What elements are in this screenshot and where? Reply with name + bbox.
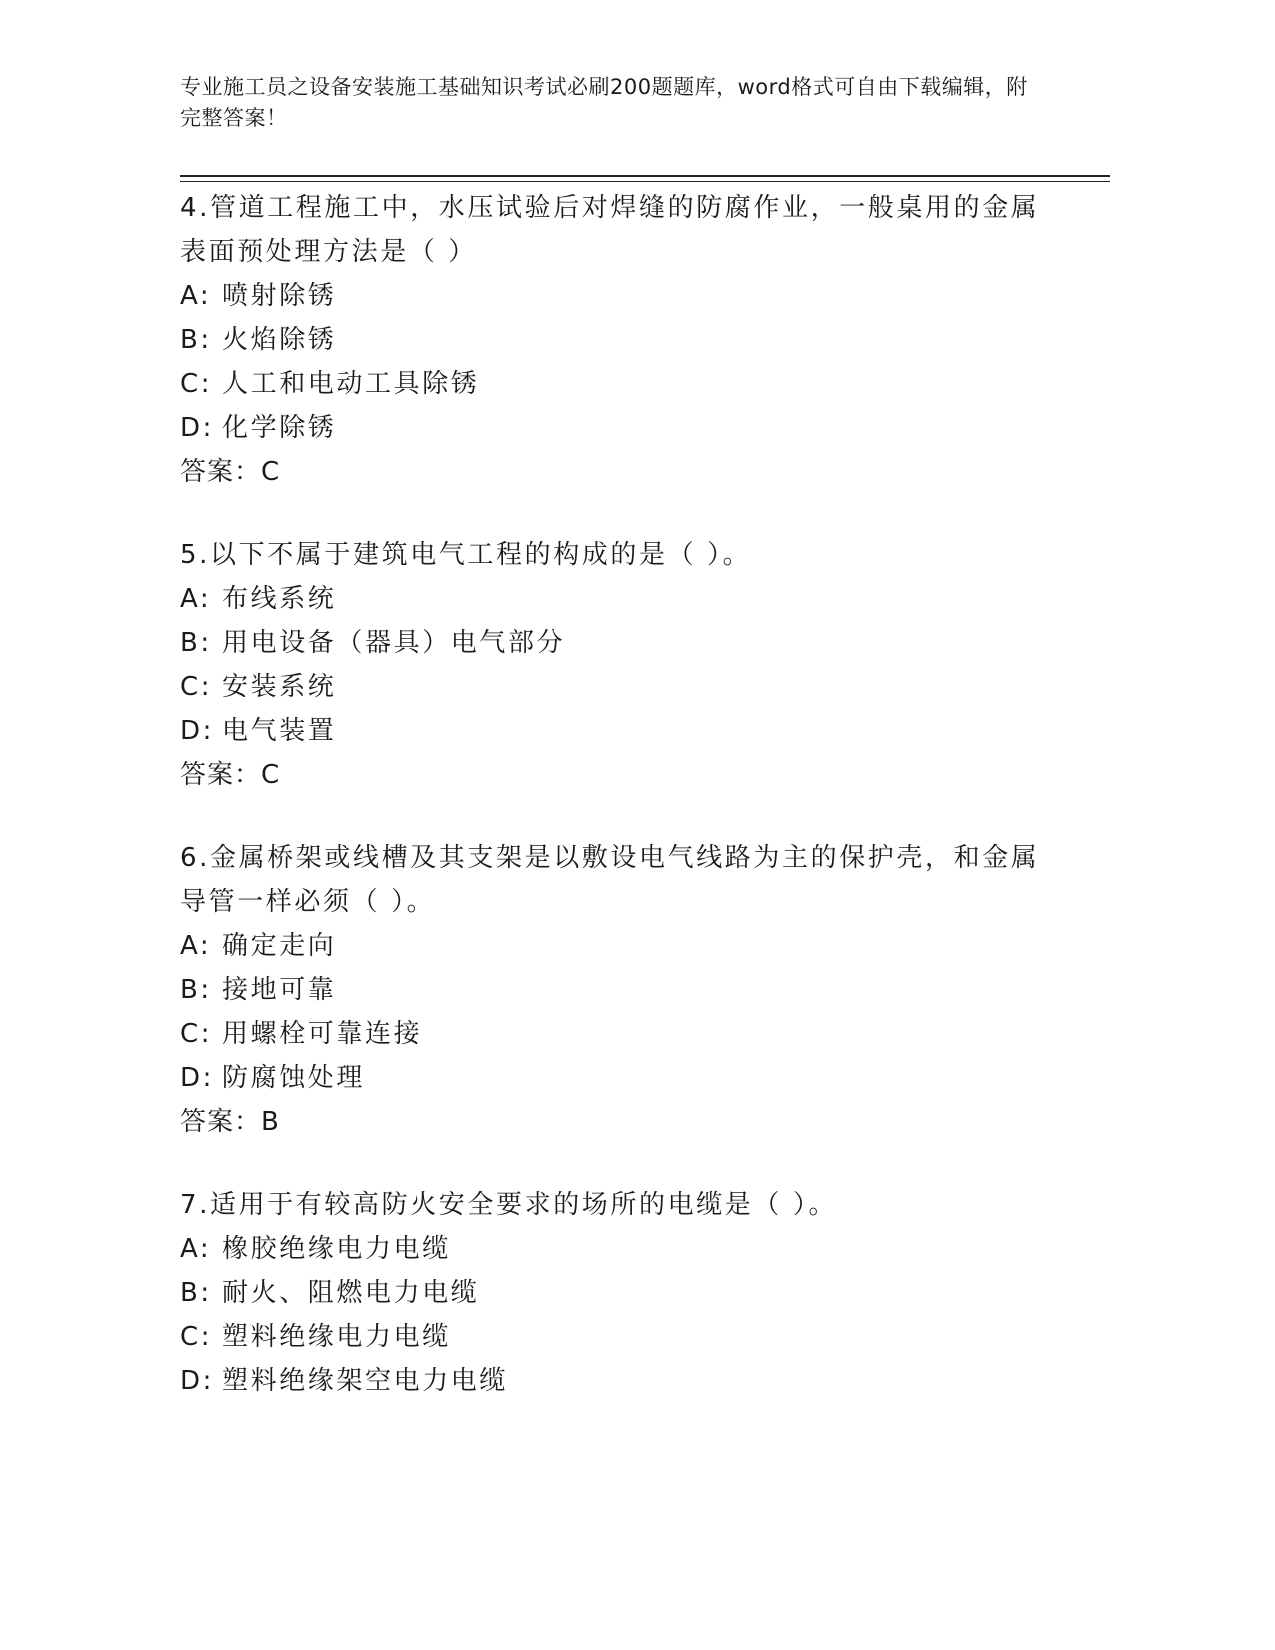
option-text: 化学除锈 — [222, 413, 337, 443]
option-text: 喷射除锈 — [222, 281, 337, 311]
option-d — [180, 1056, 1110, 1100]
question-item — [180, 836, 1110, 1144]
option-letter: C: — [180, 672, 213, 702]
question-list — [180, 186, 1110, 1442]
option-letter: D: — [180, 1366, 214, 1396]
option-letter: C: — [180, 1019, 213, 1049]
option-text: 安装系统 — [222, 672, 337, 702]
option-a — [180, 1227, 1110, 1271]
question-stem: 4.管道工程施工中，水压试验后对焊缝的防腐作业，一般桌用的金属表面预处理方法是（ ） — [180, 193, 1040, 267]
question-stem: 7.适用于有较高防火安全要求的场所的电缆是（ ）。 — [180, 1190, 838, 1220]
option-letter: D: — [180, 1063, 214, 1093]
option-text: 用电设备（器具）电气部分 — [222, 628, 566, 658]
option-text: 布线系统 — [222, 584, 337, 614]
option-a — [180, 577, 1110, 621]
option-text: 电气装置 — [222, 716, 337, 746]
option-letter: B: — [180, 975, 212, 1005]
option-letter: B: — [180, 325, 212, 355]
question-stem: 5.以下不属于建筑电气工程的构成的是（ ）。 — [180, 540, 752, 570]
option-text: 塑料绝缘架空电力电缆 — [222, 1366, 509, 1396]
document-header: 专业施工员之设备安装施工基础知识考试必刷200题题库，word格式可自由下载编辑，附完整答案！ — [180, 75, 1028, 130]
question-item — [180, 186, 1110, 494]
option-text: 塑料绝缘电力电缆 — [222, 1322, 451, 1352]
option-letter: A: — [180, 281, 212, 311]
question-item — [180, 533, 1110, 797]
option-text: 接地可靠 — [222, 975, 337, 1005]
option-letter: B: — [180, 1278, 212, 1308]
option-text: 火焰除锈 — [222, 325, 337, 355]
option-letter: D: — [180, 716, 214, 746]
header-divider-thin — [180, 181, 1110, 182]
question-item — [180, 1183, 1110, 1403]
option-d — [180, 1359, 1110, 1403]
option-text: 防腐蚀处理 — [222, 1063, 366, 1093]
option-b — [180, 1271, 1110, 1315]
answer-line: 答案：C — [180, 457, 281, 487]
header-divider — [180, 175, 1110, 177]
option-c — [180, 1315, 1110, 1359]
option-text: 人工和电动工具除锈 — [222, 369, 480, 399]
option-letter: A: — [180, 584, 212, 614]
answer-line: 答案：C — [180, 760, 281, 790]
option-text: 用螺栓可靠连接 — [222, 1019, 423, 1049]
option-letter: D: — [180, 413, 214, 443]
option-text: 橡胶绝缘电力电缆 — [222, 1234, 451, 1264]
answer-line: 答案：B — [180, 1107, 280, 1137]
option-letter: B: — [180, 628, 212, 658]
question-stem: 6.金属桥架或线槽及其支架是以敷设电气线路为主的保护壳，和金属导管一样必须（ ）。 — [180, 843, 1040, 917]
option-letter: A: — [180, 931, 212, 961]
option-text: 耐火、阻燃电力电缆 — [222, 1278, 480, 1308]
option-d — [180, 406, 1110, 450]
option-letter: C: — [180, 369, 213, 399]
option-c — [180, 362, 1110, 406]
option-letter: A: — [180, 1234, 212, 1264]
option-b — [180, 621, 1110, 665]
option-a — [180, 924, 1110, 968]
option-d — [180, 709, 1110, 753]
option-c — [180, 1012, 1110, 1056]
option-letter: C: — [180, 1322, 213, 1352]
option-text: 确定走向 — [222, 931, 337, 961]
option-a — [180, 274, 1110, 318]
option-b — [180, 318, 1110, 362]
option-c — [180, 665, 1110, 709]
option-b — [180, 968, 1110, 1012]
